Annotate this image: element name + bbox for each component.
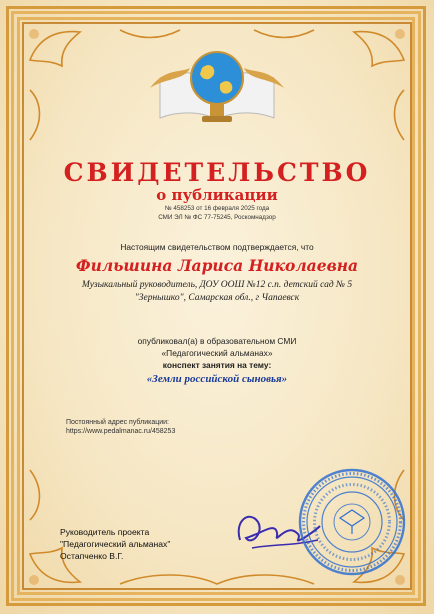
footer-line-3: Остапченко В.Г. <box>60 551 124 561</box>
position-line-1: Музыкальный руководитель, ДОУ ООШ №12 с.п. детский сад № 5 <box>81 280 353 290</box>
position-line-2: "Зернышко", Самарская обл., г Чапаевск <box>134 293 300 303</box>
work-type: конспект занятия на тему: <box>162 360 272 370</box>
footer-line-1: Руководитель проекта <box>60 527 150 537</box>
address-label: Постоянный адрес публикации: <box>66 419 170 426</box>
globe-book-emblem <box>150 38 284 138</box>
round-stamp <box>296 466 408 578</box>
confirm-text: Настоящим свидетельством подтверждается, что <box>120 242 314 252</box>
work-title: «Земли российской сыновья» <box>146 373 288 385</box>
certificate-number: № 458253 от 16 февраля 2025 года <box>164 205 270 212</box>
published-text: опубликовал(а) в образовательном СМИ <box>137 336 297 346</box>
person-name: Фильшина Лариса Николаевна <box>75 256 359 275</box>
address-url[interactable]: https://www.pedalmanac.ru/458253 <box>66 428 176 435</box>
registry-line: СМИ ЭЛ № ФС 77-75245, Роскомнадзор <box>158 214 276 221</box>
certificate-title: СВИДЕТЕЛЬСТВО <box>63 158 371 187</box>
footer-line-2: "Педагогический альманах" <box>60 539 171 549</box>
media-name: «Педагогический альманах» <box>161 348 273 358</box>
certificate-subtitle: о публикации <box>156 186 278 204</box>
